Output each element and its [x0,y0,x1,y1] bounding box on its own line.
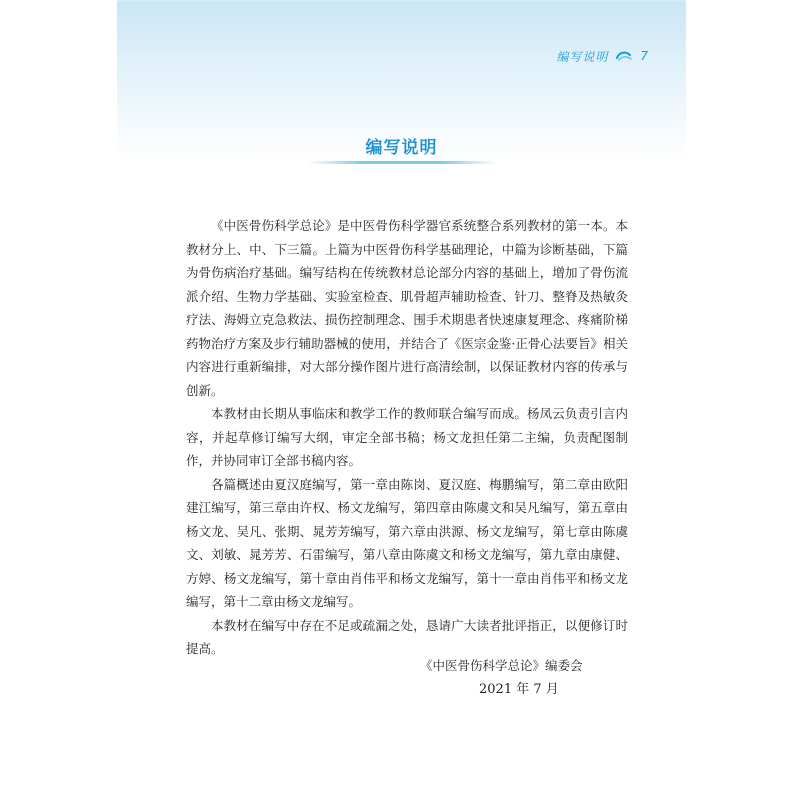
page-number: 7 [640,49,648,63]
paragraph: 各篇概述由夏汉庭编写，第一章由陈岗、夏汉庭、梅鹏编写，第二章由欧阳建江编写，第三章由许权、杨文龙编写，第四章由陈虞文和吴凡编写，第五章由杨文龙、吴凡、张期、晁芳芳编写，第六章由洪源、杨文龙编写，第七章由陈虞文、刘敏、晁芳芳、石雷编写，第八章由陈虞文和杨文龙编写，第九章由康健、方婷、杨文龙编写，第十章由肖伟平和杨文龙编写，第十一章由肖伟平和杨文龙编写，第十二章由杨文龙编写。 [186,476,628,609]
title-underline [307,161,497,164]
book-page [117,0,686,800]
paragraph: 本教材由长期从事临床和教学工作的教师联合编写而成。杨凤云负责引言内容，并起草修订编写大纲，审定全部书稿；杨文龙担任第二主编，负责配图制作，并协同审订全部书稿内容。 [186,406,628,468]
paragraph: 《中医骨伤科学总论》是中医骨伤科学器官系统整合系列教材的第一本。本教材分上、中、下三篇。上篇为中医骨伤科学基础理论，中篇为诊断基础，下篇为骨伤病治疗基础。编写结构在传统教材总论部分内容的基础上，增加了骨伤流派介绍、生物力学基础、实验室检查、肌骨超声辅助检查、针刀、整脊及热敏灸疗法、海姆立克急救法、损伤控制理念、围手术期患者快速康复理念、疼痛阶梯药物治疗方案及步行辅助器械的使用，并结合了《医宗金鉴·正骨心法要旨》相关内容进行重新编排，对大部分操作图片进行高清绘制，以保证教材内容的传承与创新。 [186,218,628,398]
paragraph: 本教材在编写中存在不足或疏漏之处，恳请广大读者批评指正，以便修订时提高。 [186,617,628,656]
signature-org: 《中医骨伤科学总论》编委会 [420,658,583,673]
swirl-icon [616,49,632,63]
page-title: 编写说明 [365,138,438,158]
body-text [186,214,628,661]
header-divider [117,0,686,2]
title-block [117,133,686,164]
signature-date: 2021 年 7 月 [479,682,559,697]
running-header [556,46,648,66]
running-header-section: 编写说明 [556,49,609,64]
